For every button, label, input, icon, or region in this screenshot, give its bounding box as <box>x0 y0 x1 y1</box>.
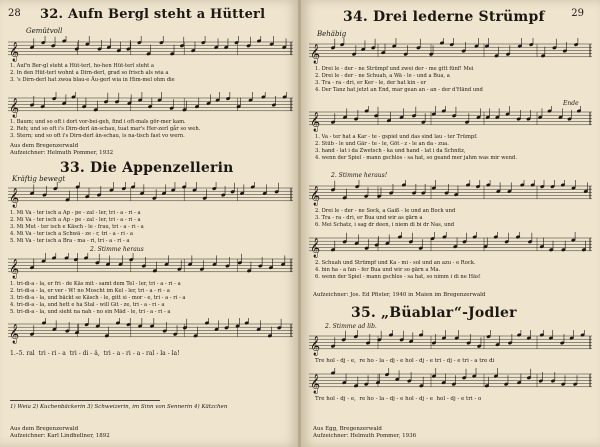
lyric-line: 4. tri-di-a - la, und hett e ha Stal - will Git - ze, tri - a - ri - a <box>10 302 165 308</box>
lyric-line: 2. tri-di-a - la, er ver - W! no Moscht im Kel - ler, tri - a - ri - a <box>10 288 170 294</box>
song-32-verse-3b: 3. Stern; und so oft i's Dirn-derl än-schau, is na-tisch fast vo wern. <box>10 133 185 139</box>
left-page <box>0 0 299 447</box>
lyric-line: 2. Schuah und Strümpf und Ka - mi - sol und an azu - e Rock. <box>315 260 476 266</box>
song-33-origin: Aus dem Bregenzerwald <box>10 426 79 432</box>
treble-clef-icon: 𝄞 <box>9 323 20 344</box>
footnote-divider <box>10 400 160 401</box>
song-35-staff-1 <box>309 330 592 356</box>
song-33-title: 33. Die Appenzellerin <box>60 160 234 176</box>
song-34-tempo: Behäbig <box>317 30 347 38</box>
song-33-tempo: Kräftig bewegt <box>12 175 66 183</box>
page-number-right: 29 <box>571 8 584 19</box>
lyric-line: 4. Mi Va - ter isch a Schwä - ze - r, tri - a - ri - a <box>10 231 134 237</box>
lyric-line: 3. Tra - ra - dri, er Bua und wir as gärn a <box>315 215 423 221</box>
treble-clef-icon: 𝄞 <box>310 43 321 64</box>
song-34-staff-1 <box>309 38 592 64</box>
song-34-title: 34. Drei lederne Strümpf <box>343 9 545 25</box>
treble-clef-icon: 𝄞 <box>310 373 321 394</box>
song-35-line-1: Tre hol - dj - e, re ho - la - dj - e hol - dj - e tri - dj - e tri - a tre di <box>315 358 495 364</box>
song-34-staff-3 <box>309 180 592 206</box>
song-32-verse-2: 2. In den Hüt-terl wohnt a Dirn-derl, grad so frisch als wia a <box>10 70 169 76</box>
song-32-verse-1: 1. Auf'n Ber-gl steht a Hüt-terl, ho-hen Hüt-terl steht a <box>10 63 154 69</box>
song-33-footnotes: 1) Weia 2) Kuchenbäckerin 3) Schweizerin, im Sinn von Sennerin 4) Kätzchen <box>10 404 228 410</box>
song-32-title: 32. Aufn Bergl steht a Hütterl <box>40 7 266 22</box>
song-35-line-2: Tre hol - dj - e, re ho - la - dj - e hol - dj - e hol - dj - e tri - o <box>315 396 482 402</box>
song-33-staff-1 <box>8 182 293 208</box>
lyric-line: 3. hand - lat i da Zwetsch - ka und hand - lat i da Schnitz, <box>315 148 466 154</box>
song-33-staff-3 <box>8 318 293 348</box>
song-33-staff-2 <box>8 253 293 279</box>
lyric-line: 4. wenn der Spiel - mann gschlos - sa hat, so geand mer jahm was mir wend. <box>315 155 517 161</box>
lyric-line: 4. bin ha - a fan - fer Bua und wir so gärn a Ma. <box>315 267 441 273</box>
lyric-line: 5. tri-di-a - la, und sieht na nah - no sin Mäd - le, tri - a - ri - a <box>10 309 171 315</box>
song-35-title: 35. „Büablar“-Jodler <box>351 305 517 321</box>
lyric-line: 1. Drei le - der - ne Strümpf und zwei der - me gitt fünf! Mei <box>315 66 474 72</box>
lyric-line: 3. tri-di-a - la, und bäckt se Käsch - le, gitt si - mor - e, tri - a - ri - a <box>10 295 186 301</box>
lyric-line: 1. tri-di-a - la, er fri - de Käs mit - samt dem Tel - ler, tri - a - ri - a <box>10 281 181 287</box>
song-32-verse-3: 3. 's Dirn-derl hat zwoa blau-e Äu-gerl wia in Him-mel ohm die <box>10 77 175 83</box>
song-34-ende: Ende <box>563 100 579 107</box>
lyric-line: 1. Mi Va - ter isch a Ap - pe - zal - ler, tri - a - ri - a <box>10 210 141 216</box>
song-35-second-voice: 2. Stimme ad lib. <box>325 323 377 330</box>
song-32-tempo: Gemütvoll <box>26 27 63 35</box>
treble-clef-icon: 𝄞 <box>9 187 20 208</box>
song-34-staff-4 <box>309 232 592 258</box>
treble-clef-icon: 𝄞 <box>9 41 20 62</box>
lyric-line: 6. wenn der Spiel - mann gschlos - sa hat, so nimm i di ne Häs! <box>315 274 481 280</box>
song-35-staff-2 <box>309 368 592 394</box>
lyric-line: 2. Mi Va - ter isch a Ap - pe - zal - ler, tri - a - ri - a <box>10 217 141 223</box>
song-32-verse-1b: 1. Baum; und so oft i dort vor-bei-geh, find i oft-mals gör-mer kam. <box>10 119 186 125</box>
right-page <box>301 0 600 447</box>
song-32-staff-1 <box>8 36 293 62</box>
song-32-recorder: Aufzeichner: Helmuth Pommer, 1932 <box>10 150 114 156</box>
lyric-line: 3. Mi Mut - ter isch e Käsch - le - frau, tri - a - ri - a <box>10 224 144 230</box>
treble-clef-icon: 𝄞 <box>310 335 321 356</box>
song-34-second-voice: 2. Stimme heraus! <box>331 172 388 179</box>
song-32-verse-2b: 2. Reh; und so oft i's Dirn-derl än-schau, tuat mar's Her-zerl går so weh. <box>10 126 201 132</box>
lyric-line: 2. Stüb - le und Gär - te - le, Göt - z - le an da - zua. <box>315 141 449 147</box>
song-34-recorder: Aufzeichner: Jos. Ed Pfister, 1940 in Maien im Bregenzerwald <box>313 292 486 298</box>
song-35-recorder: Aufzeichner: Helmuth Pommer, 1936 <box>313 433 417 439</box>
lyric-line: 3. Tra - ra - dri, er Ker - le, der hat kin - er <box>315 80 427 86</box>
treble-clef-icon: 𝄞 <box>310 237 321 258</box>
lyric-line: 5. Mi Va - ter isch a Bra - ma - ri, tri - a - ri - a <box>10 238 130 244</box>
song-33-refrain: 1.–5. ral tri - ri - a tri - di - ä, tri - a - ri - a - ral - la - la! <box>10 350 180 357</box>
page-number-left: 28 <box>8 8 21 19</box>
song-33-recorder: Aufzeichner: Karl Lindhellner, 1892 <box>10 433 110 439</box>
song-35-origin: Aus Egg, Bregenzerwald <box>313 426 382 432</box>
song-33-second-voice: 2. Stimme heraus <box>90 246 144 253</box>
song-32-origin: Aus dem Bregenzerwald <box>10 143 79 149</box>
lyric-line: 4. Der Tanz hat jetzt an End, mar gean an - an - der d'Händ und <box>315 87 483 93</box>
treble-clef-icon: 𝄞 <box>310 111 321 132</box>
song-34-staff-2 <box>309 106 592 132</box>
treble-clef-icon: 𝄞 <box>9 97 20 118</box>
lyric-line: 2. Drei le - der - ne Schuah, a Wä - le - und a Bua, a <box>315 73 450 79</box>
lyric-line: 1. Va - ter hat a Kar - te - gspiel und das sind lau - ter Trümpf. <box>315 134 478 140</box>
lyric-line: 6. Mei Schatz, i sag dr deen, i niem di bi dr Nas, und <box>315 222 455 228</box>
lyric-line: 2. Drei le - der - ne Sock, a Gaiß - le und an Bock und <box>315 208 456 214</box>
treble-clef-icon: 𝄞 <box>9 258 20 279</box>
song-32-staff-2 <box>8 92 293 118</box>
treble-clef-icon: 𝄞 <box>310 185 321 206</box>
